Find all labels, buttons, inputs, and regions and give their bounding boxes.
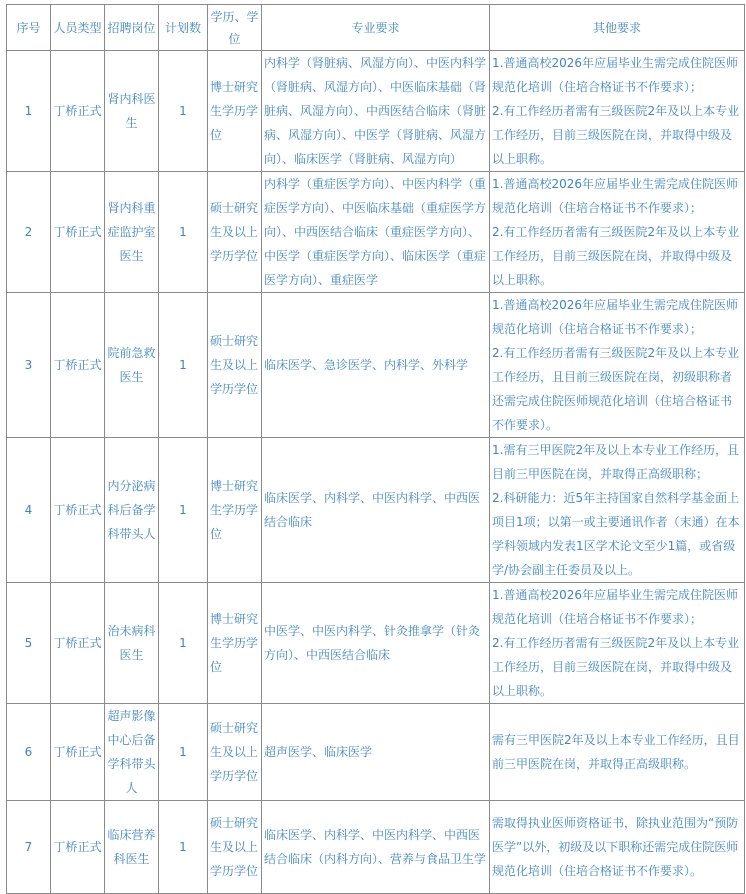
cell-count: 1 (159, 704, 208, 801)
cell-post: 内分泌病科后备学科带头人 (105, 438, 159, 583)
cell-other (490, 51, 745, 172)
cell-other (490, 583, 745, 704)
header-other: 其他要求 (490, 5, 745, 51)
cell-other (490, 293, 745, 438)
cell-other (490, 704, 745, 801)
table-row (7, 172, 745, 293)
other-line: 1.普通高校2026年应届毕业生需完成住院医师规范化培训（住培合格证书不作要求）； (492, 588, 738, 626)
header-degree: 学历、学位 (208, 5, 262, 51)
cell-no: 6 (7, 704, 51, 801)
cell-no: 4 (7, 438, 51, 583)
table-row (7, 438, 745, 583)
cell-degree: 硕士研究生及以上学历学位 (208, 801, 262, 894)
recruitment-table (6, 4, 745, 894)
cell-type: 丁桥正式 (51, 293, 105, 438)
other-line: 1.普通高校2026年应届毕业生需完成住院医师规范化培训（住培合格证书不作要求）； (492, 298, 738, 336)
cell-degree: 硕士研究生及以上学历学位 (208, 704, 262, 801)
cell-degree: 博士研究生学历学位 (208, 583, 262, 704)
cell-count: 1 (159, 438, 208, 583)
cell-major: 超声医学、临床医学 (262, 704, 490, 801)
header-major: 专业要求 (262, 5, 490, 51)
cell-no: 3 (7, 293, 51, 438)
cell-major: 临床医学、内科学、中医内科学、中西医结合临床（内科方向）、营养与食品卫生学 (262, 801, 490, 894)
cell-no: 5 (7, 583, 51, 704)
cell-post: 临床营养科医生 (105, 801, 159, 894)
cell-degree: 硕士研究生及以上学历学位 (208, 293, 262, 438)
other-line: 1.普通高校2026年应届毕业生需完成住院医师规范化培训（住培合格证书不作要求）； (492, 56, 738, 94)
other-line: 需取得执业医师资格证书，除执业范围为“预防医学”以外，初级及以下职称还需完成住院医师规范化培训（住培合格证书不作要求）。 (492, 816, 739, 878)
table-row (7, 704, 745, 801)
other-line: 2.有工作经历者需有三级医院2年及以上本专业工作经历，目前三级医院在岗，并取得中级及以上职称。 (492, 104, 740, 166)
cell-type: 丁桥正式 (51, 51, 105, 172)
other-line: 需有三甲医院2年及以上本专业工作经历，且目前三甲医院在岗，并取得正高级职称。 (492, 733, 740, 771)
cell-degree: 博士研究生学历学位 (208, 51, 262, 172)
cell-count: 1 (159, 583, 208, 704)
cell-count: 1 (159, 801, 208, 894)
cell-type: 丁桥正式 (51, 172, 105, 293)
cell-degree: 硕士研究生及以上学历学位 (208, 172, 262, 293)
table-row (7, 801, 745, 894)
table-row (7, 293, 745, 438)
header-no: 序号 (7, 5, 51, 51)
other-line: 2.科研能力：近5年主持国家自然科学基金面上项目1项；以第一或主要通讯作者（末通）在本学科领域内发表1区学术论文至少1篇，或省级学/协会副主任委员及以上。 (492, 491, 740, 577)
cell-count: 1 (159, 293, 208, 438)
cell-count: 1 (159, 172, 208, 293)
other-line: 2.有工作经历者需有三级医院2年及以上本专业工作经历，目前三级医院在岗，并取得中级及以上职称。 (492, 636, 740, 698)
other-line: 2.有工作经历者需有三级医院2年及以上本专业工作经历，目前三级医院在岗，并取得中级及以上职称。 (492, 225, 740, 287)
cell-no: 1 (7, 51, 51, 172)
cell-post: 治未病科医生 (105, 583, 159, 704)
other-line: 1.需有三甲医院2年及以上本专业工作经历，且目前三甲医院在岗，并取得正高级职称； (492, 443, 740, 481)
header-post: 招聘岗位 (105, 5, 159, 51)
cell-type: 丁桥正式 (51, 583, 105, 704)
header-count: 计划数 (159, 5, 208, 51)
cell-no: 2 (7, 172, 51, 293)
other-line: 2.有工作经历者需有三级医院2年及以上本专业工作经历，且目前三级医院在岗，初级职称者还需完成住院医师规范化培训（住培合格证书不作要求）。 (492, 346, 740, 432)
cell-type: 丁桥正式 (51, 438, 105, 583)
cell-count: 1 (159, 51, 208, 172)
cell-post: 院前急救医生 (105, 293, 159, 438)
cell-other (490, 172, 745, 293)
cell-major: 临床医学、内科学、中医内科学、中西医结合临床 (262, 438, 490, 583)
cell-major: 内科学（肾脏病、风湿方向）、中医内科学（肾脏病、风湿方向）、中医临床基础（肾脏病、风湿方向）、中西医结合临床（肾脏病、风湿方向）、中医学（肾脏病、风湿方向）、临床医学（肾脏病、风湿方向） (262, 51, 490, 172)
cell-type: 丁桥正式 (51, 801, 105, 894)
cell-major: 内科学（重症医学方向）、中医内科学（重症医学方向）、中医临床基础（重症医学方向）、中西医结合临床（重症医学方向）、中医学（重症医学方向）、临床医学（重症医学方向）、重症医学 (262, 172, 490, 293)
cell-other (490, 801, 745, 894)
cell-degree: 博士研究生学历学位 (208, 438, 262, 583)
cell-no: 7 (7, 801, 51, 894)
cell-type: 丁桥正式 (51, 704, 105, 801)
header-type: 人员类型 (51, 5, 105, 51)
cell-post: 超声影像中心后备学科带头人 (105, 704, 159, 801)
cell-post: 肾内科重症监护室医生 (105, 172, 159, 293)
table-row (7, 583, 745, 704)
table-row (7, 51, 745, 172)
cell-post: 肾内科医生 (105, 51, 159, 172)
cell-other (490, 438, 745, 583)
cell-major: 临床医学、急诊医学、内科学、外科学 (262, 293, 490, 438)
cell-major: 中医学、中医内科学、针灸推拿学（针灸方向）、中西医结合临床 (262, 583, 490, 704)
other-line: 1.普通高校2026年应届毕业生需完成住院医师规范化培训（住培合格证书不作要求）； (492, 177, 738, 215)
header-row (7, 5, 745, 51)
